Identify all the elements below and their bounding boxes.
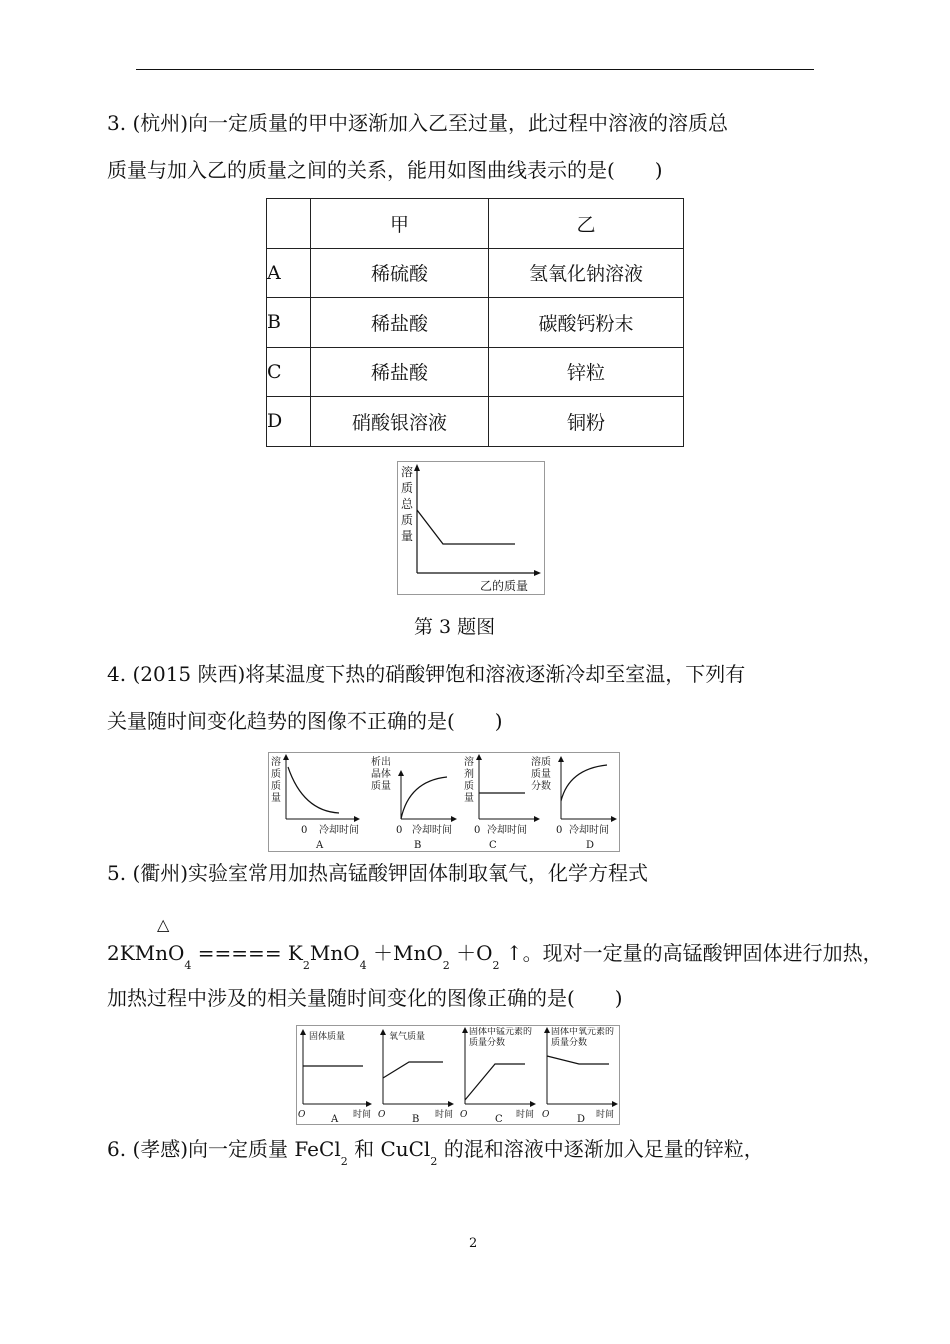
y-axis-arrow-icon <box>544 1027 550 1033</box>
reagent-yi: 锌粒 <box>489 347 684 397</box>
x-axis-arrow-icon <box>354 816 360 822</box>
reagent-yi: 碳酸钙粉末 <box>489 298 684 348</box>
q3-ylabel-char: 溶 <box>401 465 414 479</box>
q5-line3: 加热过程中涉及的相关量随时间变化的图像正确的是( ) <box>107 986 623 1010</box>
q5-d-xlabel: 时间 <box>596 1110 615 1120</box>
q5-d-letter: D <box>577 1114 586 1124</box>
option-letter: B <box>267 298 311 348</box>
q5-b-curve <box>383 1062 443 1078</box>
reagent-jia: 稀硫酸 <box>311 248 489 298</box>
q4-c-letter: C <box>489 840 497 851</box>
q4-d-origin: 0 <box>556 825 563 836</box>
q4-c-ylabel: 量 <box>464 793 474 804</box>
table-row <box>267 397 684 447</box>
q5-c-xlabel: 时间 <box>516 1110 535 1120</box>
table-row <box>267 248 684 298</box>
page-number: 2 <box>469 1236 478 1251</box>
q4-panel-a <box>271 754 360 851</box>
x-axis-arrow-icon <box>451 816 457 822</box>
eq-product: ＋MnO <box>373 941 443 965</box>
y-axis-arrow-icon <box>398 770 404 776</box>
q4-c-ylabel: 剂 <box>464 769 474 780</box>
reagent-jia: 硝酸银溶液 <box>311 397 489 447</box>
q4-line1: 4. (2015 陕西)将某温度下热的硝酸钾饱和溶液逐渐冷却至室温，下列有 <box>107 662 746 686</box>
q4-c-origin: 0 <box>474 825 481 836</box>
q4-b-curve <box>401 777 447 819</box>
q4-d-xlabel: 冷却时间 <box>569 825 609 836</box>
q4-a-ylabel: 质 <box>271 769 281 780</box>
q4-a-letter: A <box>316 840 324 851</box>
q6-line1 <box>107 1136 764 1166</box>
x-axis-arrow-icon <box>530 1101 536 1107</box>
gas-arrow-icon: ↑ <box>505 941 523 965</box>
x-axis-arrow-icon <box>612 1101 618 1107</box>
q5-c-ylabel: 固体中锰元素的质量分数 <box>469 1027 533 1048</box>
y-axis-arrow-icon <box>462 1027 468 1033</box>
x-axis-arrow-icon <box>611 816 617 822</box>
q5-panel-b <box>378 1029 454 1124</box>
q4-a-curve <box>288 767 339 813</box>
q5-c-ylabel-box <box>469 1027 537 1053</box>
formula-subscript: 2 <box>430 1155 438 1168</box>
eq-subscript: 2 <box>302 959 310 972</box>
header-rule <box>136 69 814 70</box>
q5-a-letter: A <box>331 1114 339 1124</box>
q5-a-origin: O <box>298 1110 306 1120</box>
q4-panel-c <box>464 754 540 851</box>
q3-ylabel-char: 总 <box>401 497 414 511</box>
x-axis-arrow-icon <box>448 1101 454 1107</box>
q4-a-ylabel: 溶 <box>271 757 281 768</box>
reagent-yi: 铜粉 <box>489 397 684 447</box>
q5-b-ylabel: 氧气质量 <box>389 1032 426 1042</box>
q4-d-ylabel: 质量 <box>531 769 551 780</box>
option-letter: C <box>267 347 311 397</box>
q4-a-origin: 0 <box>301 825 308 836</box>
q5-d-ylabel-box <box>551 1027 619 1053</box>
q5-b-origin: O <box>378 1110 386 1120</box>
q4-graphs <box>269 753 619 851</box>
q3-figure-caption: 第 3 题图 <box>414 616 496 638</box>
table-row <box>267 298 684 348</box>
q4-c-ylabel: 质 <box>464 781 474 792</box>
q4-panel-b <box>371 755 457 851</box>
formula-subscript: 2 <box>340 1155 348 1168</box>
q5-heat-triangle: △ <box>157 915 170 934</box>
eq-reactant: 2KMnO <box>107 941 185 965</box>
option-letter: A <box>267 248 311 298</box>
q3-xlabel: 乙的质量 <box>480 579 529 593</box>
eq-subscript: 2 <box>492 959 500 972</box>
q6-text: 的混和溶液中逐渐加入足量的锌粒， <box>443 1137 764 1161</box>
q4-a-ylabel: 量 <box>271 793 281 804</box>
eq-product: MnO <box>309 941 360 965</box>
table-row <box>267 347 684 397</box>
q5-panel-a <box>298 1029 372 1124</box>
option-letter: D <box>267 397 311 447</box>
q5-a-ylabel: 固体质量 <box>309 1032 346 1042</box>
q5-a-xlabel: 时间 <box>353 1110 372 1120</box>
q5-line1: 5. (衢州)实验室常用加热高锰酸钾固体制取氧气，化学方程式 <box>107 861 649 885</box>
q5-equation-line <box>107 940 883 970</box>
q3-ylabel-char: 质 <box>401 481 414 495</box>
q3-options-table <box>266 198 684 447</box>
y-axis-arrow-icon <box>380 1029 386 1035</box>
table-header-row <box>267 199 684 249</box>
q6-text: 6. (孝感)向一定质量 FeCl <box>107 1137 341 1161</box>
table-header-cell: 乙 <box>489 199 684 249</box>
q5-d-ylabel: 固体中氧元素的质量分数 <box>551 1027 615 1048</box>
y-axis-arrow-icon <box>283 754 289 760</box>
q5-c-origin: O <box>460 1110 468 1120</box>
q5-d-curve <box>547 1056 609 1064</box>
q3-figure <box>397 461 545 595</box>
q4-b-origin: 0 <box>396 825 403 836</box>
q5-b-xlabel: 时间 <box>435 1110 454 1120</box>
q3-curve <box>417 510 515 544</box>
q5-c-curve <box>465 1064 525 1100</box>
eq-product: ＋O <box>456 941 493 965</box>
q5-panel-d <box>542 1027 619 1124</box>
q4-d-ylabel: 分数 <box>531 781 551 792</box>
eq-arrow: ===== <box>197 941 282 965</box>
reagent-jia: 稀盐酸 <box>311 347 489 397</box>
q4-d-letter: D <box>586 840 595 851</box>
q4-d-ylabel: 溶质 <box>531 757 551 768</box>
q5-panel-c <box>460 1027 537 1124</box>
table-header-cell: 甲 <box>311 199 489 249</box>
q4-d-curve <box>561 765 607 801</box>
q5-c-letter: C <box>495 1114 503 1124</box>
q3-graph <box>398 462 544 594</box>
q4-b-ylabel: 析出 <box>371 757 391 768</box>
reagent-jia: 稀盐酸 <box>311 298 489 348</box>
reagent-yi: 氢氧化钠溶液 <box>489 248 684 298</box>
x-axis-arrow-icon <box>534 570 541 576</box>
eq-subscript: 4 <box>184 959 192 972</box>
q4-a-xlabel: 冷却时间 <box>319 825 359 836</box>
y-axis-arrow-icon <box>300 1029 306 1035</box>
eq-product: K <box>281 941 303 965</box>
q5-d-origin: O <box>542 1110 550 1120</box>
q5-line2-rest: 。现对一定量的高锰酸钾固体进行加热， <box>522 941 883 965</box>
q4-b-letter: B <box>414 840 422 851</box>
y-axis-arrow-icon <box>558 756 564 762</box>
q4-c-ylabel: 溶 <box>464 757 474 768</box>
q3-line2: 质量与加入乙的质量之间的关系，能用如图曲线表示的是( ) <box>107 158 663 182</box>
x-axis-arrow-icon <box>366 1101 372 1107</box>
y-axis-arrow-icon <box>414 464 420 471</box>
q4-panel-d <box>531 755 617 851</box>
q5-figure <box>296 1025 620 1125</box>
y-axis-arrow-icon <box>476 754 482 760</box>
q4-b-xlabel: 冷却时间 <box>412 825 452 836</box>
q4-c-xlabel: 冷却时间 <box>487 825 527 836</box>
q4-b-ylabel: 晶体 <box>371 769 391 780</box>
q4-line2: 关量随时间变化趋势的图像不正确的是( ) <box>107 709 503 733</box>
eq-subscript: 4 <box>359 959 367 972</box>
q6-text: 和 CuCl <box>354 1137 431 1161</box>
x-axis-arrow-icon <box>534 816 540 822</box>
q4-figure <box>268 752 620 852</box>
q4-a-ylabel: 质 <box>271 781 281 792</box>
q3-ylabel-char: 量 <box>401 529 414 543</box>
q3-ylabel-char: 质 <box>401 513 414 527</box>
q3-line1: 3. (杭州)向一定质量的甲中逐渐加入乙至过量，此过程中溶液的溶质总 <box>107 111 729 135</box>
q5-b-letter: B <box>412 1114 420 1124</box>
q5-graphs <box>297 1026 619 1124</box>
eq-subscript: 2 <box>442 959 450 972</box>
table-header-cell <box>267 199 311 249</box>
q4-b-ylabel: 质量 <box>371 781 391 792</box>
